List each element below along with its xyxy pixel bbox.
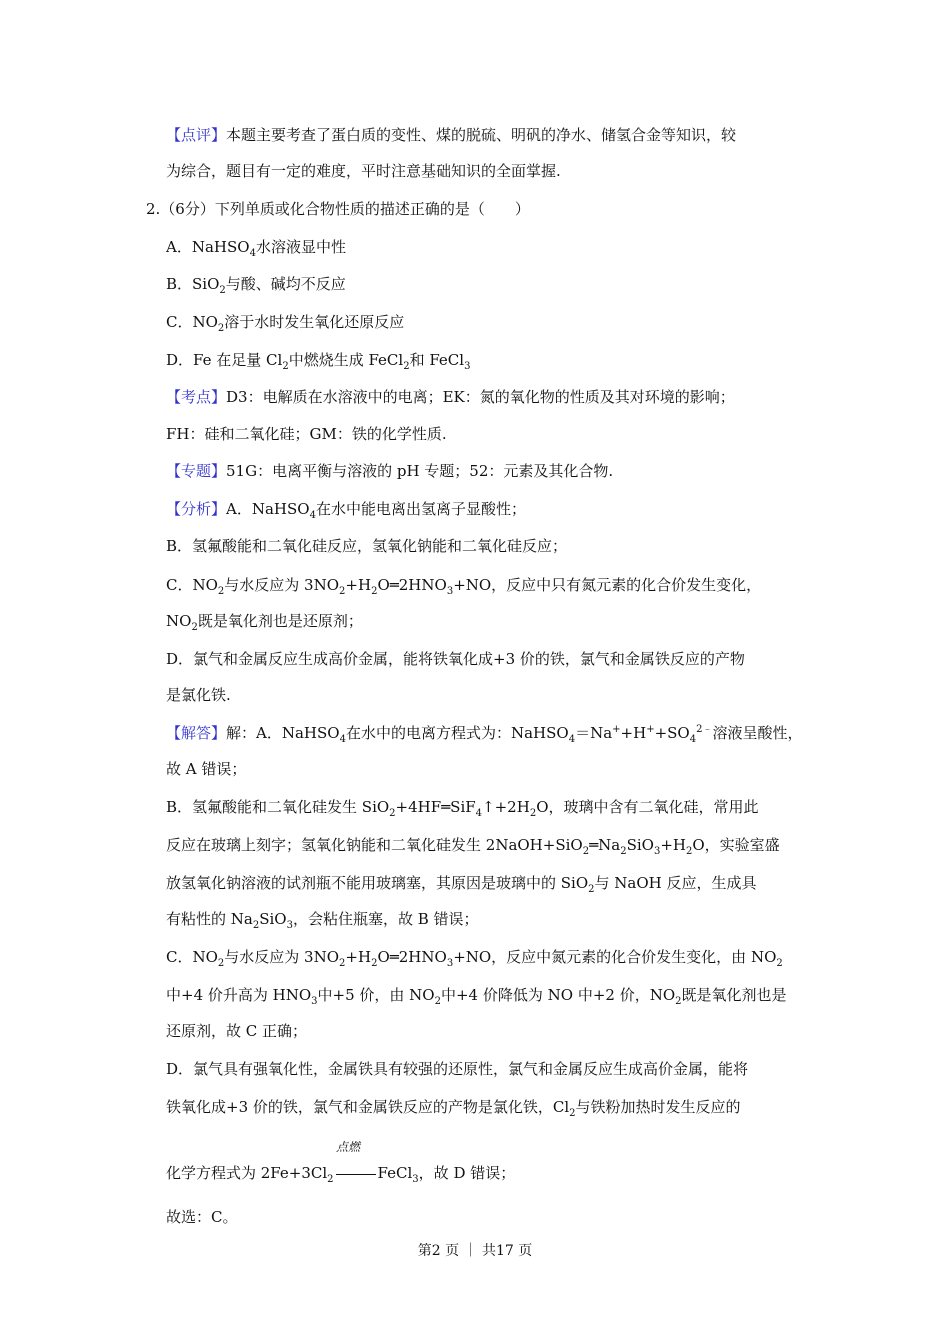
fenxi-d-2: 是氯化铁. — [166, 686, 231, 704]
page-footer: 第2 页 ｜ 共17 页 — [417, 1243, 533, 1259]
comment-tag: 【点评】 — [166, 126, 227, 144]
reaction-condition: 点燃 — [336, 1140, 361, 1154]
jieda-c-3: 还原剂，故 C 正确； — [166, 1022, 308, 1040]
jieda-b-4: 有粘性的 $Na_2SiO_3$，会粘住瓶塞，故 B 错误； — [166, 910, 479, 931]
comment-line-1 — [166, 124, 736, 146]
option-a: A．NaHSO$_4$水溶液显中性 — [166, 238, 346, 259]
fenxi-tag: 【分析】 — [166, 500, 227, 518]
kaodian-tag: 【考点】 — [166, 388, 227, 406]
fenxi-c-1: C．$NO_2$与水反应为 $3NO_2+H_2O═2HNO_3+NO$，反应中只有氮元素的化合价发生变化， — [166, 576, 762, 597]
jieda-tag: 【解答】 — [166, 724, 227, 742]
option-c: C．$NO_2$溶于水时发生氧化还原反应 — [166, 313, 405, 334]
jieda-c-2: 中+4 价升高为 $HNO_3$中+5 价，由 $NO_2$中+4 价降低为 NO 中+2 价，$NO_2$既是氧化剂也是 — [166, 986, 787, 1007]
option-d: D．Fe 在足量 $Cl_2$中燃烧生成 FeCl$_2$和 FeCl$_3$ — [166, 351, 471, 372]
fenxi-c-2: $NO_2$既是氧化剂也是还原剂； — [166, 612, 363, 633]
reaction-arrow — [336, 1174, 376, 1175]
jieda-b-2: 反应在玻璃上刻字；氢氧化钠能和二氧化硅发生 $2NaOH+SiO_2═Na_2SiO_3+H_2O$，实验室盛 — [166, 836, 780, 857]
zhuanti-line: 【专题】51G：电离平衡与溶液的 pH 专题；52：元素及其化合物. — [166, 462, 614, 480]
jieda-b-1: B．氢氟酸能和二氧化硅发生 $SiO_2+4HF═SiF_4↑+2H_2O$，玻璃中含有二氧化硅，常用此 — [166, 798, 759, 819]
jieda-c-1: C．$NO_2$与水反应为 $3NO_2+H_2O═2HNO_3+NO$，反应中氮元素的化合价发生变化，由 $NO_2$ — [166, 948, 783, 969]
fenxi-b: B．氢氟酸能和二氧化硅反应，氢氧化钠能和二氧化硅反应； — [166, 537, 568, 555]
jieda-d-1: D．氯气具有强氧化性，金属铁具有较强的还原性，氯气和金属反应生成高价金属，能将 — [166, 1060, 749, 1078]
answer-line: 故选：C。 — [166, 1208, 238, 1226]
zhuanti-tag: 【专题】 — [166, 462, 227, 480]
jieda-d-2: 铁氧化成+3 价的铁，氯气和金属铁反应的产物是氯化铁，$Cl_2$与铁粉加热时发生反应的 — [166, 1098, 741, 1119]
kaodian-line-1: 【考点】D3：电解质在水溶液中的电离；EK：氮的氧化物的性质及其对环境的影响； — [166, 388, 735, 406]
fenxi-a: 【分析】A．NaHSO$_4$在水中能电离出氢离子显酸性； — [166, 500, 526, 521]
jieda-a-2: 故 A 错误； — [166, 760, 247, 778]
fenxi-d-1: D．氯气和金属反应生成高价金属，能将铁氧化成+3 价的铁，氯气和金属铁反应的产物 — [166, 650, 745, 668]
comment-line-2: 为综合，题目有一定的难度，平时注意基础知识的全面掌握. — [166, 162, 561, 180]
jieda-b-3: 放氢氧化钠溶液的试剂瓶不能用玻璃塞，其原因是玻璃中的 SiO$_2$与 NaOH 反应，生成具 — [166, 874, 757, 895]
question-stem: 2.（6分）下列单质或化合物性质的描述正确的是（ ） — [146, 200, 530, 218]
jieda-a-1: 【解答】解：A．NaHSO$_4$在水中的电离方程式为：$NaHSO_4=Na^++H^++SO_4^{2﹣}$溶液呈酸性， — [166, 724, 803, 745]
comment-text-1: 本题主要考查了蛋白质的变性、煤的脱硫、明矾的净水、储氢合金等知识，较 — [226, 126, 737, 144]
option-b: B．SiO$_2$与酸、碱均不反应 — [166, 275, 346, 296]
kaodian-line-2: FH：硅和二氧化硅；GM：铁的化学性质. — [166, 425, 447, 443]
jieda-d-3: 化学方程式为 $2Fe+3Cl_2$ FeCl$_3$，故 D 错误； — [166, 1164, 516, 1185]
